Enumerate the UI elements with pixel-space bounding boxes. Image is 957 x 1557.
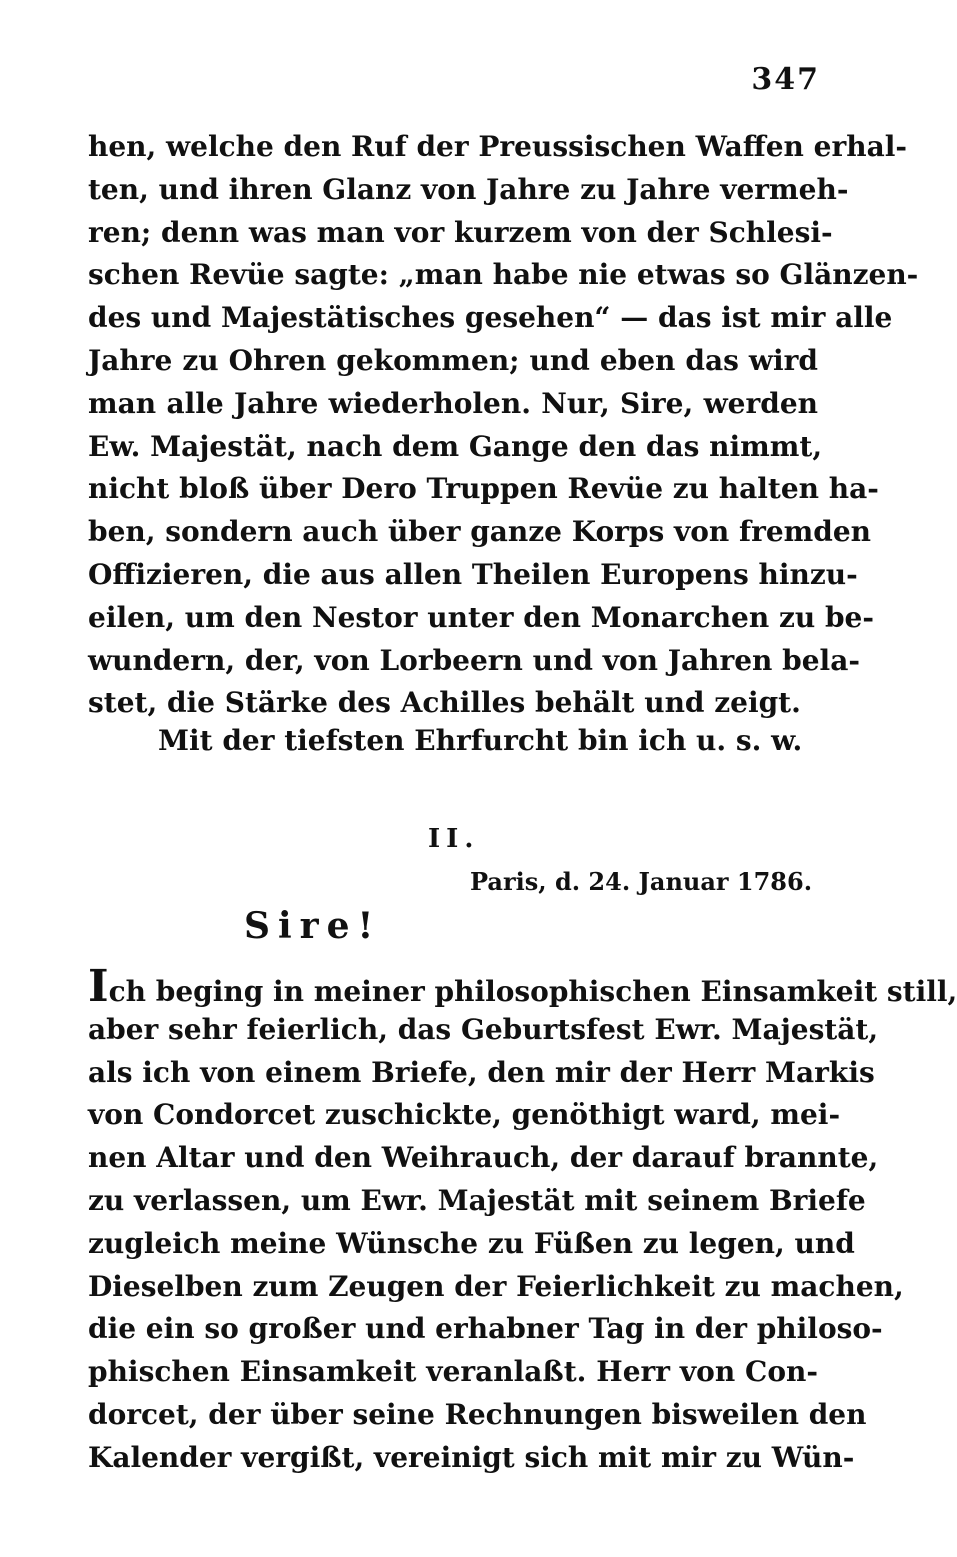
text-line: nen Altar und den Weihrauch, der darauf brannte, — [88, 1141, 879, 1175]
text-line: aber sehr feierlich, das Geburtsfest Ewr. Majestät, — [88, 1012, 879, 1046]
text-line: dorcet, der über seine Rechnungen bisweilen den — [88, 1397, 867, 1431]
text-line: ren; denn was man vor kurzem von der Schlesi- — [88, 215, 833, 249]
text-line: schen Revüe sagte: „man habe nie etwas so Glänzen- — [88, 258, 919, 292]
text-line: Ich beging in meiner philosophischen Einsamkeit still, — [88, 961, 957, 1012]
text-line: Ew. Majestät, nach dem Gange den das nimmt, — [88, 429, 823, 463]
salutation: Sire! — [244, 905, 382, 947]
text-line: phischen Einsamkeit veranlaßt. Herr von Con- — [88, 1355, 818, 1389]
dateline: Paris, d. 24. Januar 1786. — [470, 867, 813, 896]
text-line: Offizieren, die aus allen Theilen Europens hinzu- — [88, 557, 858, 591]
text-line: stet, die Stärke des Achilles behält und zeigt. — [88, 686, 801, 720]
closing-formula: Mit der tiefsten Ehrfurcht bin ich u. s. w. — [158, 724, 803, 757]
text-line: ben, sondern auch über ganze Korps von fremden — [88, 515, 872, 549]
text-line: Kalender vergißt, vereinigt sich mit mir zu Wün- — [88, 1440, 855, 1474]
text-line: des und Majestätisches gesehen“ — das ist mir alle — [88, 301, 893, 335]
text-line: ten, und ihren Glanz von Jahre zu Jahre vermeh- — [88, 172, 849, 206]
paragraph-1 — [88, 126, 919, 725]
text-line: eilen, um den Nestor unter den Monarchen zu be- — [88, 600, 874, 634]
text-line: von Condorcet zuschickte, genöthigt ward, mei- — [88, 1098, 841, 1132]
text-line: Jahre zu Ohren gekommen; und eben das wird — [88, 343, 818, 377]
text-line: Dieselben zum Zeugen der Feierlichkeit zu machen, — [88, 1269, 904, 1303]
text-line: zu verlassen, um Ewr. Majestät mit seinem Briefe — [88, 1183, 866, 1217]
text-line: nicht bloß über Dero Truppen Revüe zu halten ha- — [88, 472, 879, 506]
page-number: 347 — [751, 62, 820, 97]
text-line: wundern, der, von Lorbeern und von Jahren bela- — [88, 643, 860, 677]
text-line: zugleich meine Wünsche zu Füßen zu legen, und — [88, 1226, 855, 1260]
letter-number: II. — [428, 824, 480, 854]
text-line: die ein so großer und erhabner Tag in der philoso- — [88, 1312, 883, 1346]
text-line: hen, welche den Ruf der Preussischen Waffen erhal- — [88, 130, 907, 163]
text-line: man alle Jahre wiederholen. Nur, Sire, werden — [88, 386, 818, 420]
text-line: als ich von einem Briefe, den mir der Herr Markis — [88, 1055, 875, 1089]
paragraph-2 — [88, 961, 957, 1480]
